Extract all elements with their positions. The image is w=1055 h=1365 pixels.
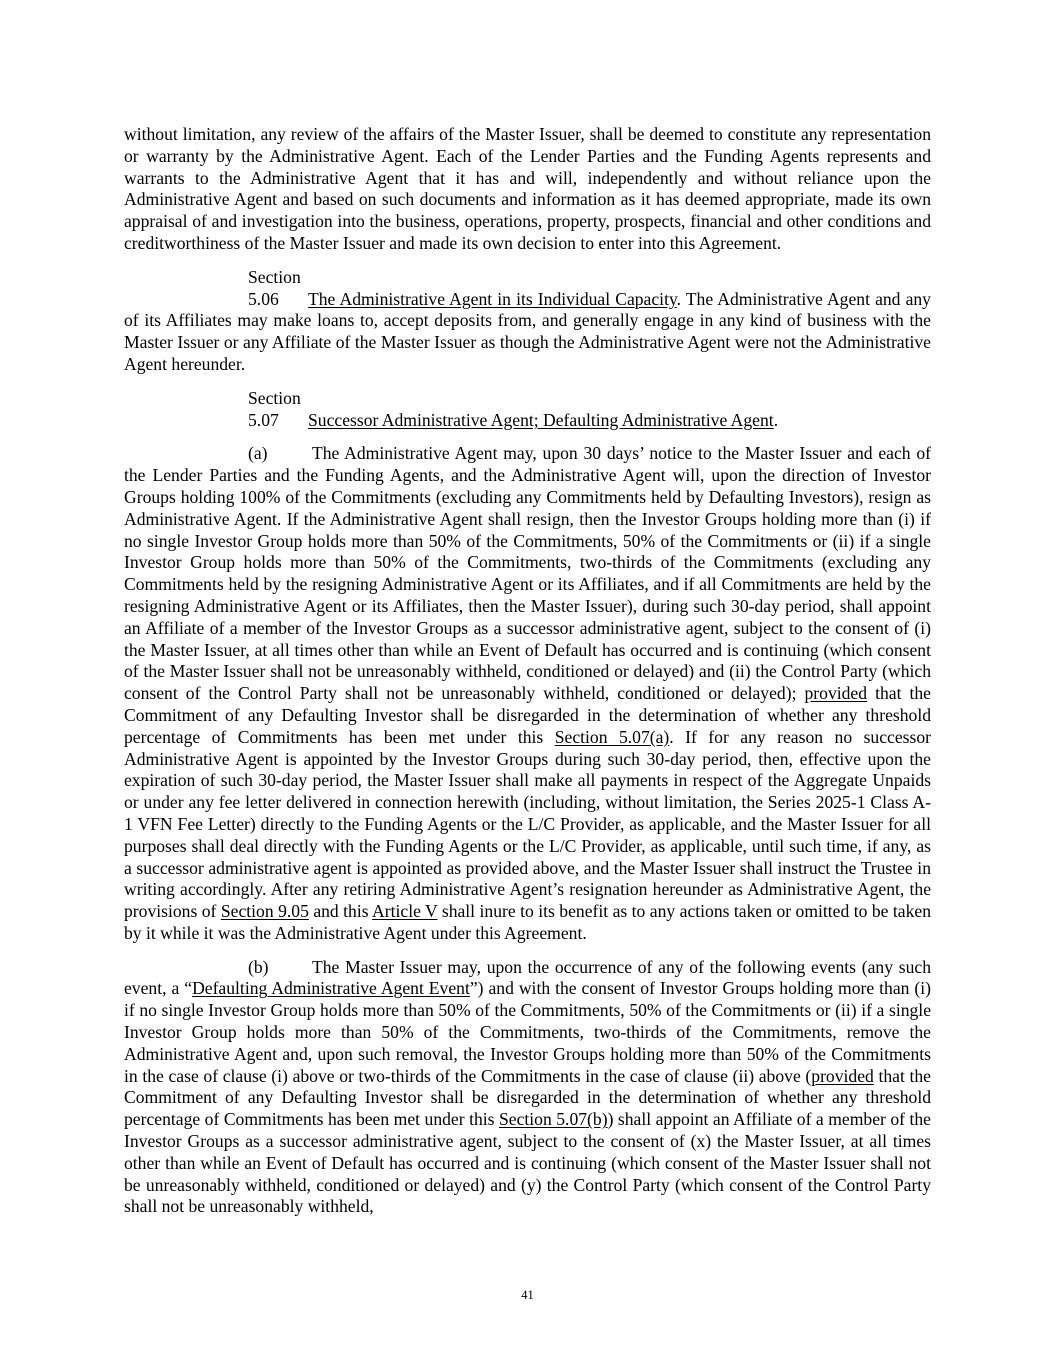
paragraph-text: without limitation, any review of the affairs of the Master Issuer, shall be deemed to constitute any representation or warranty by the Administrative Agent. Each of the Lender Parties and the Funding Agents represents and warrants to the Administrative Agent that it has and will, independently and without reliance upon the Administrative Agent and based on such documents and information as it has deemed appropriate, made its own appraisal of and investigation into the business, operations, property, prospects, financial and other conditions and creditworthiness of the Master Issuer and made its own decision to enter into this Agreement.: [124, 124, 931, 253]
paragraph-continuation: [124, 124, 931, 255]
document-page: [124, 124, 931, 1230]
section-number: Section 5.07: [248, 387, 301, 430]
defined-term-provided: provided: [811, 1065, 874, 1086]
section-title: The Administrative Agent in its Individual Capacity: [308, 288, 677, 309]
subsection-a: [124, 443, 931, 944]
section-body: . The Administrative Agent and any of its Affiliates may make loans to, accept deposits from, and generally engage in any kind of business with the Master Issuer or any Affiliate of the Master Issuer as though the Administrative Agent were not the Administrative Agent hereunder.: [124, 288, 931, 374]
subsection-label: (a): [248, 443, 268, 464]
subsection-text: . If for any reason no successor Administrative Agent is appointed by the Investor Groups during such 30-day period, then, effective upon the expiration of such 30-day period, the Master Issuer shall make all payments in respect of the Aggregate Unpaids or under any fee letter delivered in connection herewith (including, without limitation, the Series 2025-1 Class A-1 VFN Fee Letter) directly to the Funding Agents or the L/C Provider, as applicable, and the Master Issuer for all purposes shall deal directly with the Funding Agents or the L/C Provider, as applicable, until such time, if any, as a successor administrative agent is appointed as provided above, and the Master Issuer shall instruct the Trustee in writing accordingly. After any retiring Administrative Agent’s resignation hereunder as Administrative Agent, the provisions of: [124, 726, 931, 922]
section-5-07-heading: [124, 388, 931, 432]
subsection-label: (b): [248, 956, 269, 977]
section-5-06: [124, 267, 931, 376]
subsection-text: ”) and with the consent of Investor Groups holding more than (i) if no single Investor Group holds more than 50% of the Commitments, 50% of the Commitments or (ii) if a single Investor Group holds more than 50% of the Commitments, two-thirds of the Commitments, remove the Administrative Agent and, upon such removal, the Investor Groups holding more than 50% of the Commitments in the case of clause (i) above or two-thirds of the Commitments in the case of clause (ii) above (: [124, 978, 931, 1086]
defined-term-provided: provided: [804, 683, 868, 704]
subsection-text: The Master Issuer may, upon the occurrence of any of the following events (any such event, a “: [124, 956, 931, 999]
section-title-period: .: [773, 409, 779, 430]
subsection-text: that the Commitment of any Defaulting Investor shall be disregarded in the determination of whether any threshold percentage of Commitments has been met under this: [124, 1065, 931, 1130]
section-title: Successor Administrative Agent; Defaulting Administrative Agent: [308, 409, 774, 430]
subsection-text: and this: [308, 901, 373, 922]
cross-reference: Article V: [372, 901, 438, 922]
cross-reference: Section 5.07(b): [498, 1109, 608, 1130]
subsection-text: that the Commitment of any Defaulting Investor shall be disregarded in the determination of whether any threshold percentage of Commitments has been met under this: [124, 683, 931, 747]
cross-reference: Section 9.05: [220, 901, 309, 922]
cross-reference: Section 5.07(a): [554, 726, 670, 747]
subsection-text: The Administrative Agent may, upon 30 days’ notice to the Master Issuer and each of the Lender Parties and the Funding Agents, and the Administrative Agent will, upon the direction of Investor Groups holding 100% of the Commitments (excluding any Commitments held by Defaulting Investors), resign as Administrative Agent. If the Administrative Agent shall resign, then the Investor Groups holding more than (i) if no single Investor Group holds more than 50% of the Commitments, 50% of the Commitments or (ii) if a single Investor Group holds more than 50% of the Commitments, two-thirds of the Commitments (excluding any Commitments held by the resigning Administrative Agent or its Affiliates, and if all Commitments are held by the resigning Administrative Agent or its Affiliates, then the Master Issuer), during such 30-day period, shall appoint an Affiliate of a member of the Investor Groups as a successor administrative agent, subject to the consent of (i) the Master Issuer, at all times other than while an Event of Default has occurred and is continuing (which consent of the Master Issuer shall not be unreasonably withheld, conditioned or delayed) and (ii) the Control Party (which consent of the Control Party shall not be unreasonably withheld, conditioned or delayed);: [124, 443, 931, 704]
defined-term: Defaulting Administrative Agent Event: [192, 978, 470, 999]
subsection-text: shall inure to its benefit as to any actions taken or omitted to be taken by it while it was the Administrative Agent under this Agreement.: [124, 901, 931, 943]
page-number: 41: [521, 1288, 534, 1302]
subsection-b: [124, 957, 931, 1219]
subsection-text: ) shall appoint an Affiliate of a member of the Investor Groups as a successor administrative agent, subject to the consent of (x) the Master Issuer, at all times other than while an Event of Default has occurred and is continuing (which consent of the Master Issuer shall not be unreasonably withheld, conditioned or delayed) and (y) the Control Party (which consent of the Control Party shall not be unreasonably withheld,: [124, 1109, 931, 1217]
section-number: Section 5.06: [248, 266, 301, 309]
